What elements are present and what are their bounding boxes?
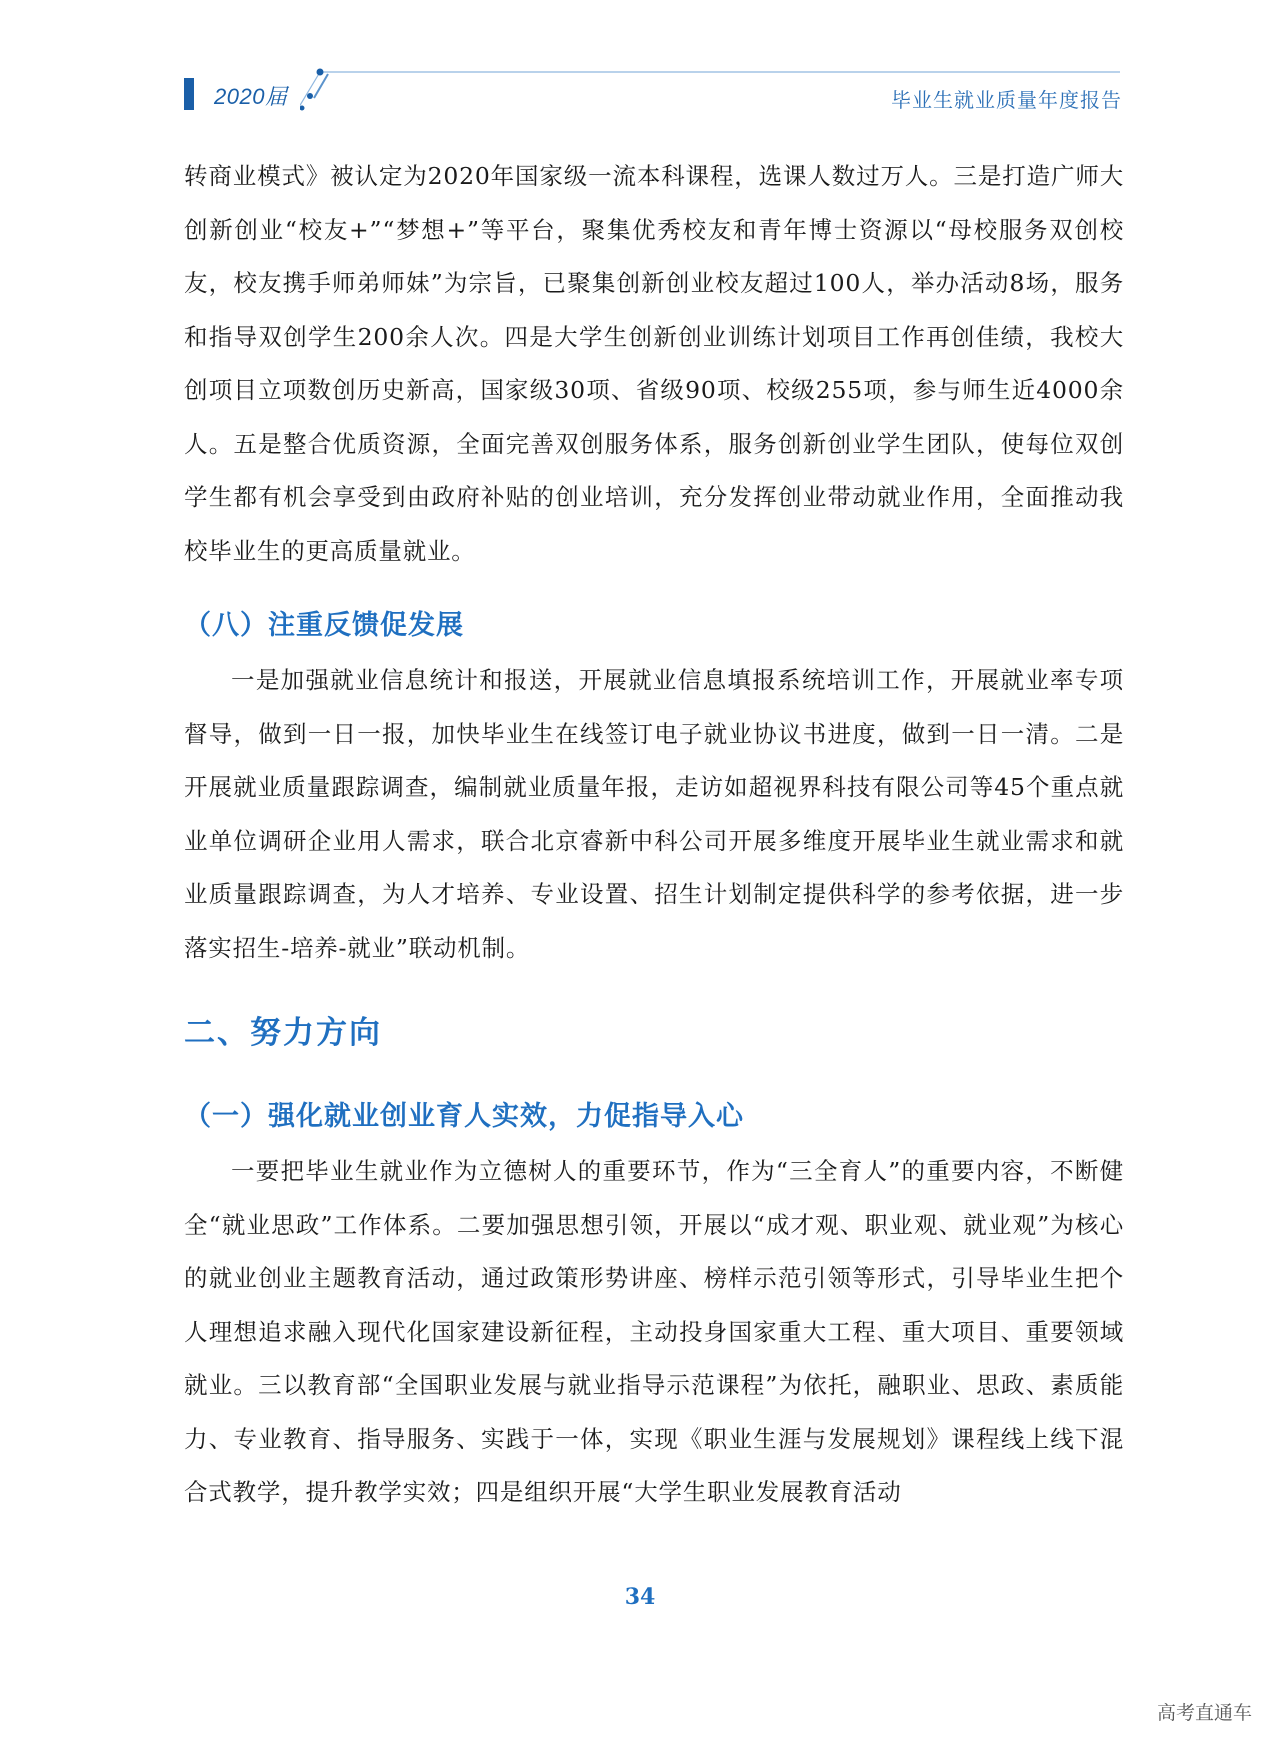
header-accent-bar [184,78,194,110]
header-report-title: 毕业生就业质量年度报告 [891,88,1122,112]
body-paragraph-8: 一是加强就业信息统计和报送，开展就业信息填报系统培训工作，开展就业率专项督导，做到一日一报，加快毕业生在线签订电子就业协议书进度，做到一日一清。二是开展就业质量跟踪调查，编制就业质量年报，走访如超视界科技有限公司等45个重点就业单位调研企业用人需求，联合北京睿新中科公司开展多维度开展毕业生就业需求和就业质量跟踪调查，为人才培养、专业设置、招生计划制定提供科学的参考依据，进一步落实招生-培养-就业”联动机制。 [184,666,1124,962]
section-heading-8: （八）注重反馈促发展 [184,610,464,641]
page-number: 34 [624,1584,656,1610]
header-year-label: 2020届 [214,84,288,109]
page-header [0,0,1280,130]
body-paragraph-2-1: 一要把毕业生就业作为立德树人的重要环节，作为“三全育人”的重要内容，不断健全“就业思政”工作体系。二要加强思想引领，开展以“成才观、职业观、就业观”为核心的就业创业主题教育活动，通过政策形势讲座、榜样示范引领等形式，引导毕业生把个人理想追求融入现代化国家建设新征程，主动投身国家重大工程、重大项目、重要领域就业。三以教育部“全国职业发展与就业指导示范课程”为依托，融职业、思政、素质能力、专业教育、指导服务、实践于一体，实现《职业生涯与发展规划》课程线上线下混合式教学，提升教学实效；四是组织开展“大学生职业发展教育活动 [184,1157,1124,1506]
body-paragraph-continued: 转商业模式》被认定为2020年国家级一流本科课程，选课人数过万人。三是打造广师大创新创业“校友+”“梦想+”等平台，聚集优秀校友和青年博士资源以“母校服务双创校友，校友携手师弟师妹”为宗旨，已聚集创新创业校友超过100人，举办活动8场，服务和指导双创学生200余人次。四是大学生创新创业训练计划项目工作再创佳绩，我校大创项目立项数创历史新高，国家级30项、省级90项、校级255项，参与师生近4000余人。五是整合优质资源，全面完善双创服务体系，服务创新创业学生团队，使每位双创学生都有机会享受到由政府补贴的创业培训，充分发挥创业带动就业作用，全面推动我校毕业生的更高质量就业。 [184,162,1124,565]
subsection-heading-2-1: （一）强化就业创业育人实效，力促指导入心 [184,1101,744,1132]
section-heading-2: 二、努力方向 [184,1015,382,1051]
page-content [184,150,1124,1520]
watermark-text: 高考直通车 [1156,1702,1252,1724]
